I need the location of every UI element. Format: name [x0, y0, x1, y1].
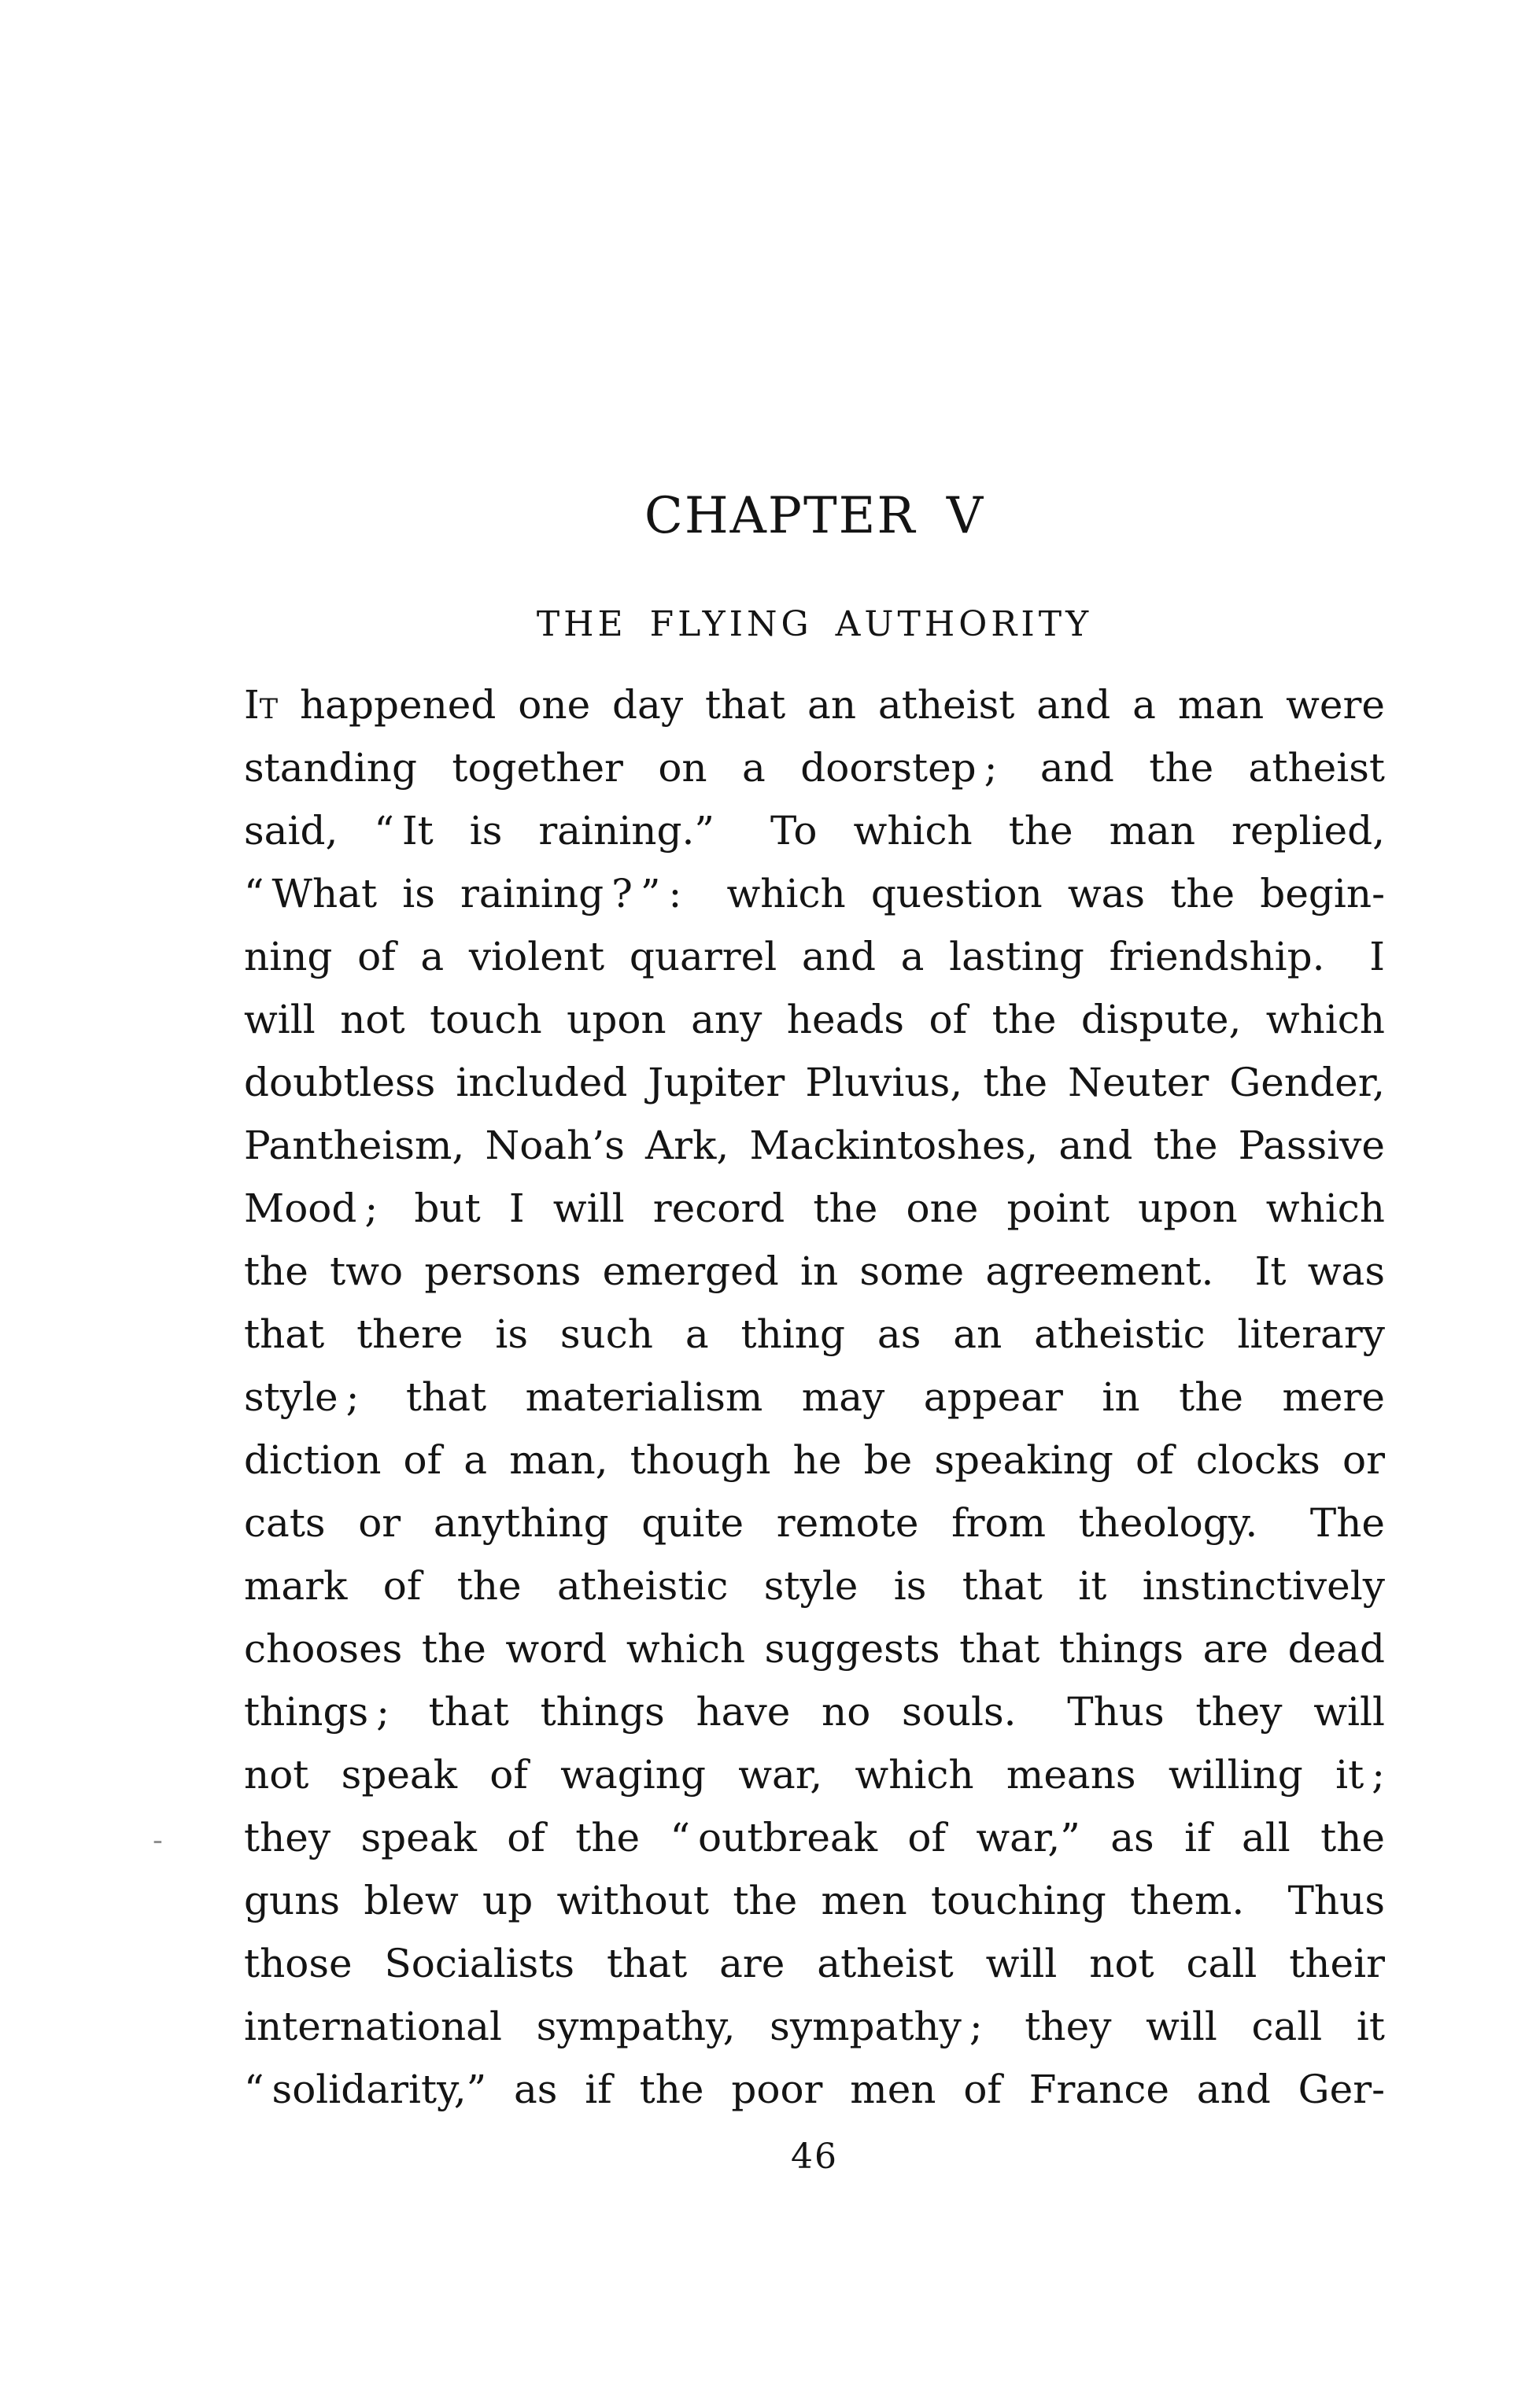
body-line: chooses the word which suggests that things are dead: [244, 1626, 1385, 1672]
body-line: those Socialists that are atheist will not call their: [244, 1941, 1385, 1986]
section-heading: THE FLYING AUTHORITY: [536, 604, 1093, 644]
body-line: things ; that things have no souls. Thus they will: [244, 1689, 1385, 1735]
body-lines-container: [244, 736, 1385, 2121]
body-line: will not touch upon any heads of the dispute, which: [244, 997, 1385, 1042]
body-line: said, “ It is raining.” To which the man replied,: [244, 808, 1385, 854]
body-line: mark of the atheistic style is that it instinctively: [244, 1563, 1385, 1609]
body-line: cats or anything quite remote from theology. The: [244, 1500, 1385, 1546]
body-line: that there is such a thing as an atheistic literary: [244, 1311, 1385, 1357]
body-line: Pantheism, Noah’s Ark, Mackintoshes, and the Passive: [244, 1123, 1385, 1168]
body-line: not speak of waging war, which means willing it ;: [244, 1752, 1385, 1798]
body-line: the two persons emerged in some agreement. It was: [244, 1248, 1385, 1294]
body-line: doubtless included Jupiter Pluvius, the Neuter Gender,: [244, 1060, 1385, 1105]
body-line: ning of a violent quarrel and a lasting friendship. I: [244, 934, 1385, 979]
paragraph: [244, 673, 1385, 2121]
body-line: “ solidarity,” as if the poor men of France and Ger-: [244, 2067, 1385, 2112]
body-line: standing together on a doorstep ; and the atheist: [244, 745, 1385, 791]
body-line: style ; that materialism may appear in the mere: [244, 1374, 1385, 1420]
margin-stray-mark: -: [153, 1823, 163, 1857]
page-number: 46: [791, 2137, 838, 2177]
body-line: guns blew up without the men touching them. Thus: [244, 1878, 1385, 1923]
body-line: Mood ; but I will record the one point upon which: [244, 1186, 1385, 1231]
body-line: they speak of the “ outbreak of war,” as if all the: [244, 1815, 1385, 1860]
chapter-heading: CHAPTER V: [644, 487, 985, 545]
body-line: international sympathy, sympathy ; they will call it: [244, 2004, 1385, 2049]
body-line: “ What is raining ? ” : which question was the begin-: [244, 871, 1385, 916]
lead-word-smallcaps: It: [244, 682, 279, 728]
body-line-text: happened one day that an atheist and a man were: [278, 682, 1385, 728]
body-line: [244, 673, 1385, 736]
body-line: diction of a man, though he be speaking of clocks or: [244, 1437, 1385, 1483]
